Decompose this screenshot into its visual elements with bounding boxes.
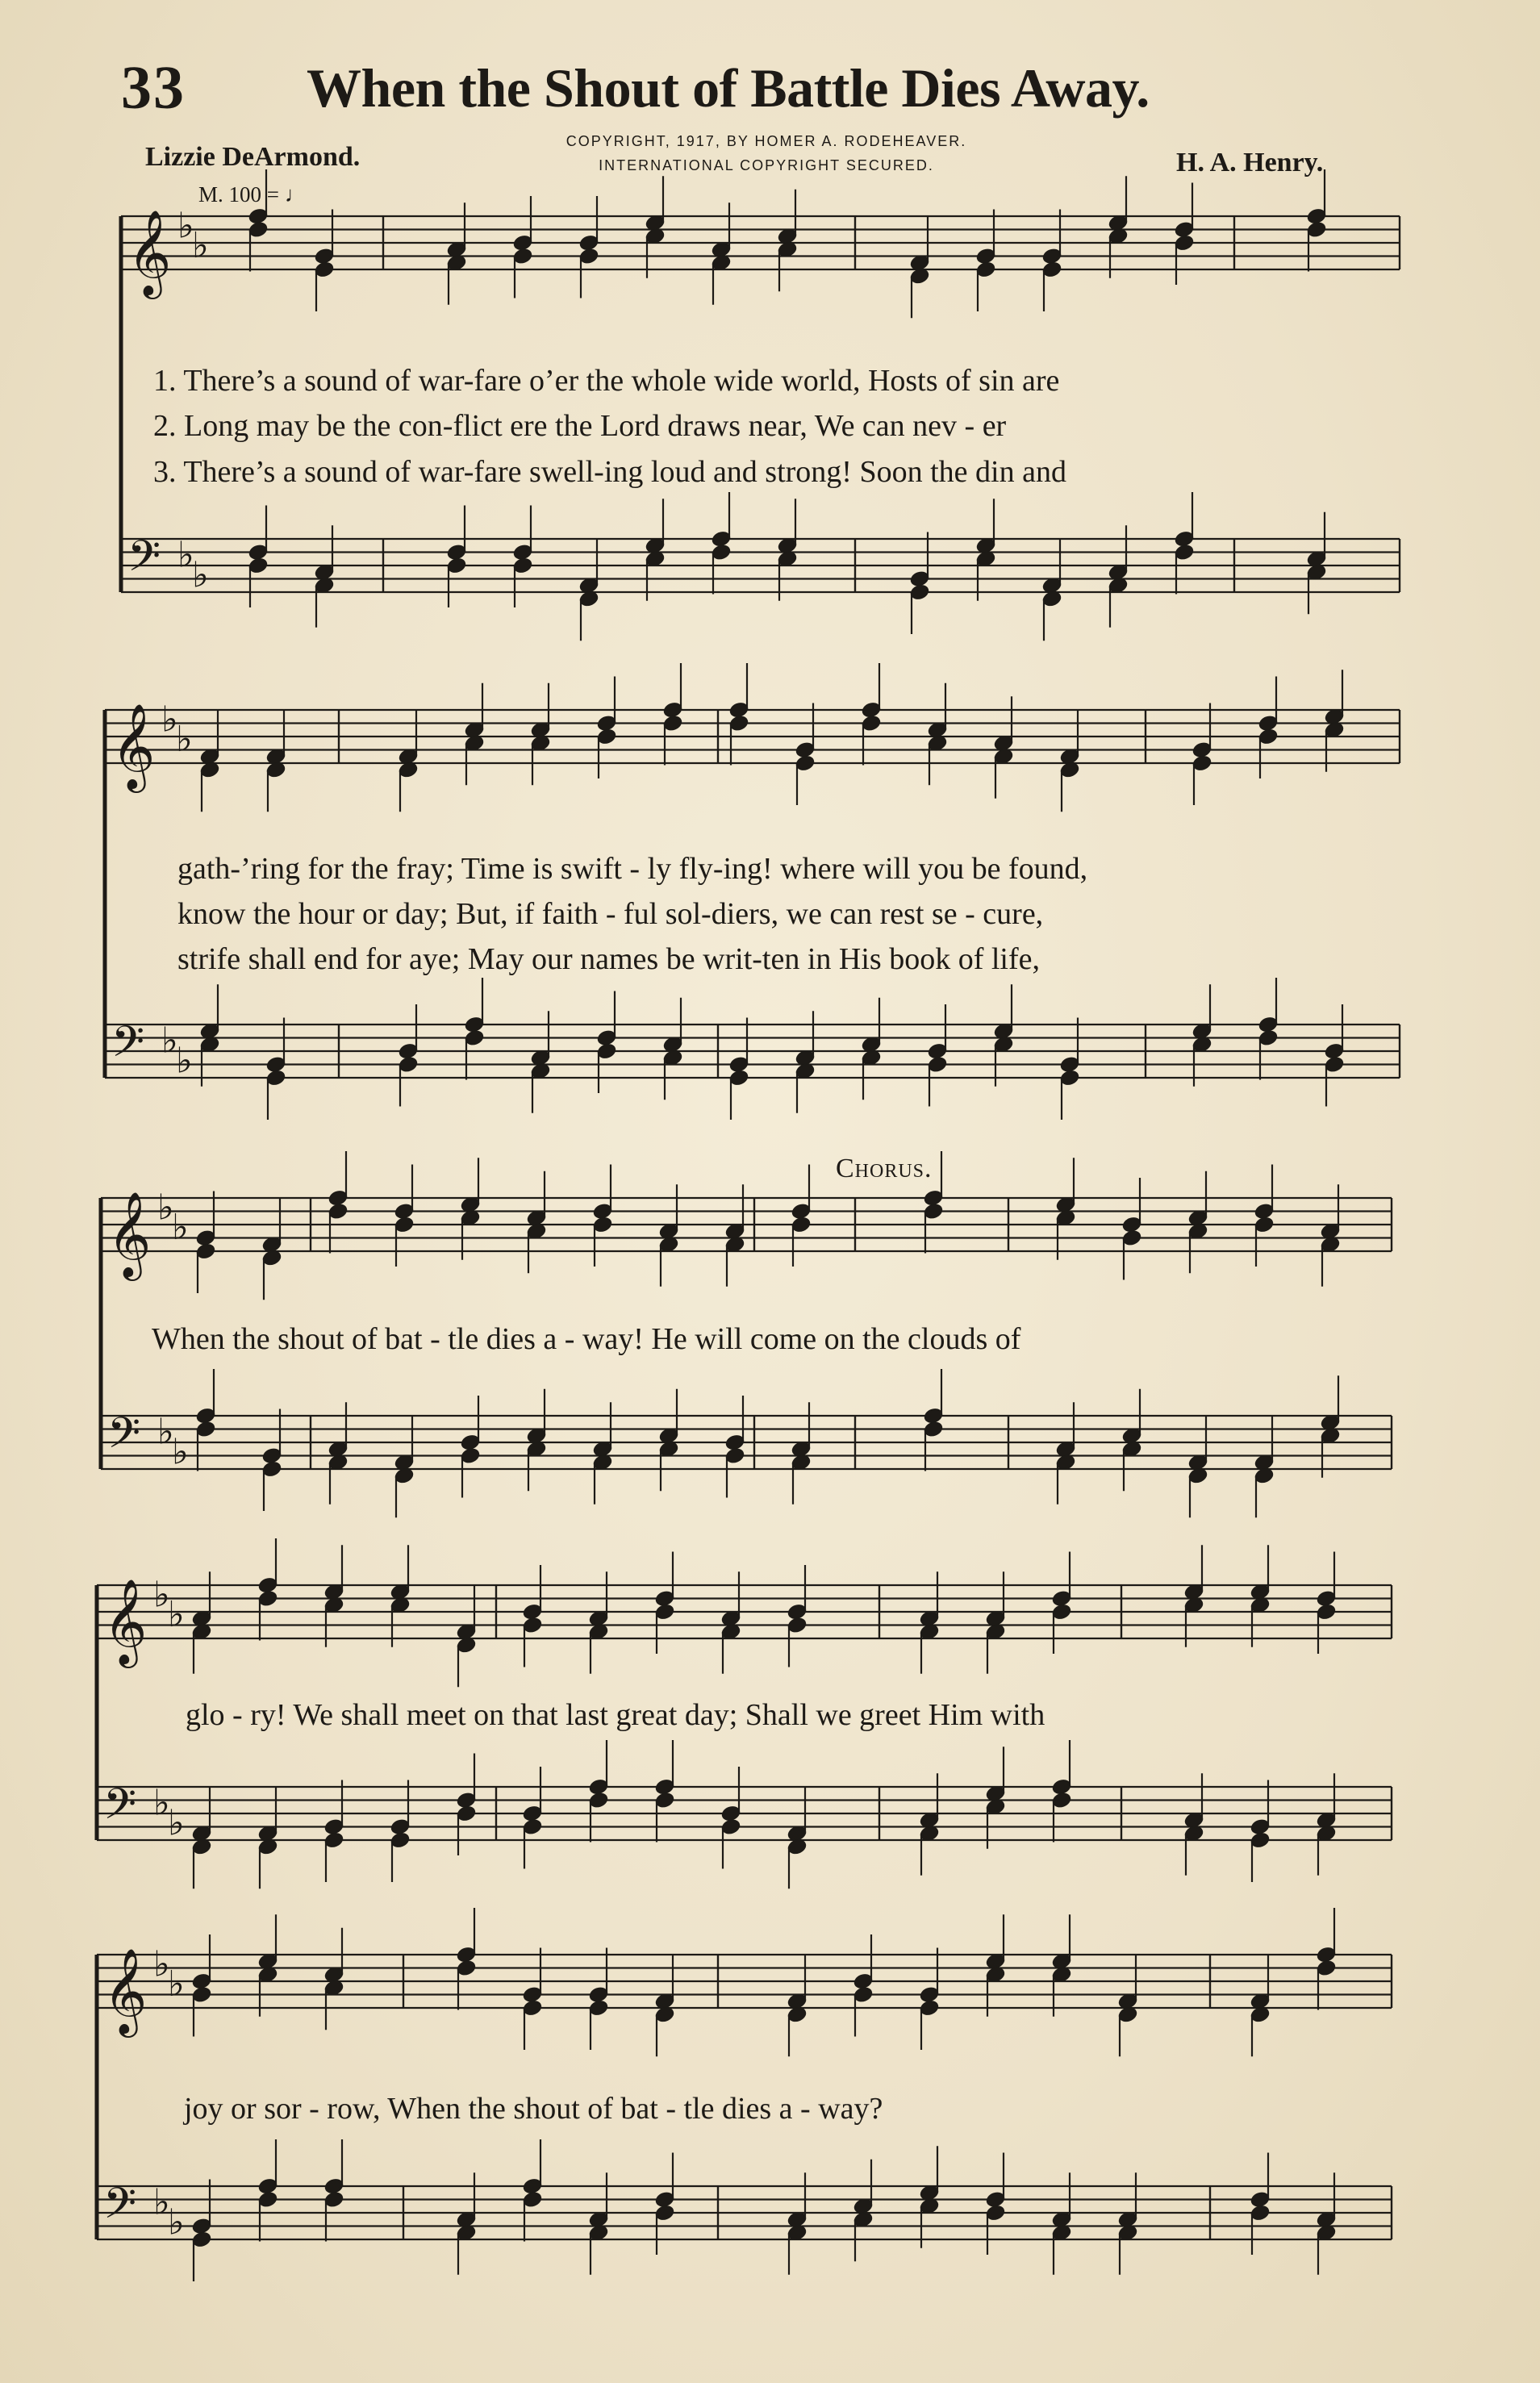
flat-icon: ♭ bbox=[168, 1802, 185, 1844]
composer-credit: H. A. Henry. bbox=[1176, 148, 1324, 177]
lyric-line-verse-3: strife shall end for aye; May our names be writ-ten in His book of life, bbox=[177, 942, 1040, 976]
treble-clef-icon: 𝄞 bbox=[107, 1191, 152, 1277]
flat-icon: ♭ bbox=[192, 554, 209, 596]
lyric-line-chorus: glo - ry! We shall meet on that last great day; Shall we greet Him with bbox=[186, 1698, 1045, 1732]
flat-icon: ♭ bbox=[168, 1964, 185, 2005]
flat-icon: ♭ bbox=[153, 2181, 170, 2223]
bass-clef-icon: 𝄢 bbox=[107, 1409, 141, 1469]
bass-clef-icon: 𝄢 bbox=[103, 1780, 137, 1840]
bass-clef-icon: 𝄢 bbox=[127, 532, 161, 592]
flat-icon: ♭ bbox=[153, 1943, 170, 1985]
flat-icon: ♭ bbox=[176, 719, 193, 760]
quarter-note-icon: ♩ bbox=[284, 182, 307, 207]
lyricist-credit: Lizzie DeArmond. bbox=[145, 142, 361, 172]
flat-icon: ♭ bbox=[161, 1020, 178, 1062]
flat-icon: ♭ bbox=[177, 205, 194, 247]
lyric-line-verse-1: gath-’ring for the fray; Time is swift - ly fly-ing! where will you be found, bbox=[177, 852, 1088, 886]
flat-icon: ♭ bbox=[177, 534, 194, 576]
tempo-text: M. 100 = bbox=[198, 182, 279, 207]
lyric-line-chorus: joy or sor - row, When the shout of bat - tle dies a - way? bbox=[184, 2092, 883, 2126]
flat-icon: ♭ bbox=[157, 1411, 174, 1453]
flat-icon: ♭ bbox=[172, 1207, 189, 1248]
hymn-title: When the Shout of Battle Dies Away. bbox=[307, 57, 1150, 119]
lyric-line-verse-3: 3. There’s a sound of war-fare swell-ing loud and strong! Soon the din and bbox=[153, 455, 1066, 489]
flat-icon: ♭ bbox=[192, 225, 209, 266]
treble-clef-icon: 𝄞 bbox=[127, 209, 172, 295]
flat-icon: ♭ bbox=[168, 1594, 185, 1635]
copyright-line: INTERNATIONAL COPYRIGHT SECURED. bbox=[599, 157, 934, 173]
treble-clef-icon: 𝄞 bbox=[103, 1947, 148, 2034]
flat-icon: ♭ bbox=[161, 699, 178, 741]
copyright-line: COPYRIGHT, 1917, BY HOMER A. RODEHEAVER. bbox=[566, 133, 967, 149]
flat-icon: ♭ bbox=[153, 1782, 170, 1824]
bass-clef-icon: 𝄢 bbox=[111, 1017, 145, 1078]
flat-icon: ♭ bbox=[176, 1040, 193, 1082]
lyric-line-verse-1: 1. There’s a sound of war-fare o’er the whole wide world, Hosts of sin are bbox=[153, 364, 1060, 398]
flat-icon: ♭ bbox=[168, 2201, 185, 2243]
flat-icon: ♭ bbox=[172, 1431, 189, 1473]
flat-icon: ♭ bbox=[153, 1574, 170, 1616]
bass-clef-icon: 𝄢 bbox=[103, 2179, 137, 2239]
treble-clef-icon: 𝄞 bbox=[103, 1578, 148, 1664]
hymn-number: 33 bbox=[121, 54, 186, 122]
lyric-line-chorus: When the shout of bat - tle dies a - way! He will come on the clouds of bbox=[152, 1322, 1021, 1356]
chorus-label: Chorus. bbox=[836, 1154, 933, 1183]
lyric-line-verse-2: 2. Long may be the con-flict ere the Lord draws near, We can nev - er bbox=[153, 409, 1007, 443]
lyric-line-verse-2: know the hour or day; But, if faith - ful sol-diers, we can rest se - cure, bbox=[177, 897, 1044, 931]
treble-clef-icon: 𝄞 bbox=[111, 703, 156, 789]
flat-icon: ♭ bbox=[157, 1187, 174, 1229]
